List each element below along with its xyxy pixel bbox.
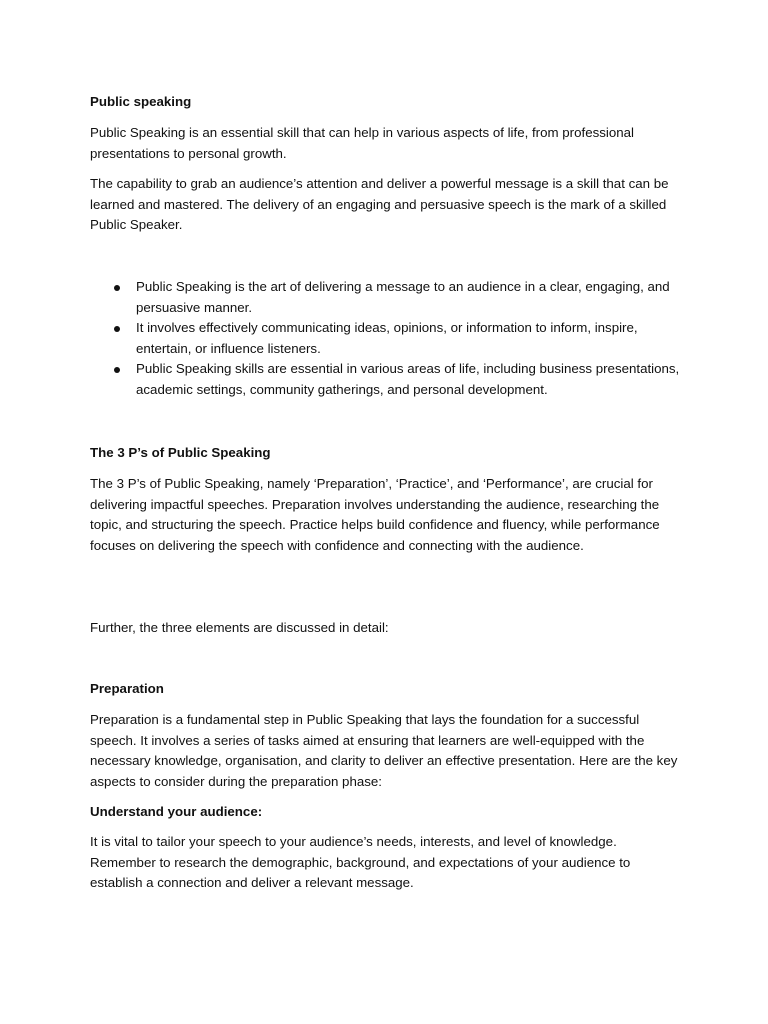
bullet-icon <box>114 285 120 291</box>
bullet-text: Public Speaking skills are essential in various areas of life, including business presentations, academic settings, community gatherings, and personal development. <box>136 361 680 397</box>
bullet-text: Public Speaking is the art of delivering a message to an audience in a clear, engaging, and persuasive manner. <box>136 279 670 315</box>
preparation-paragraph: Preparation is a fundamental step in Public Speaking that lays the foundation for a successful speech. It involves a series of tasks aimed at ensuring that learners are well-equipped with the necessary knowledge, organisation, and clarity to deliver an effective presentation. Here are the key aspects to consider during the preparation phase: <box>90 712 678 789</box>
bullet-text: It involves effectively communicating ideas, opinions, or information to inform, inspire, entertain, or influence listeners. <box>136 320 638 356</box>
bullet-item <box>90 277 680 318</box>
intro-paragraph-1: Public Speaking is an essential skill that can help in various aspects of life, from professional presentations to personal growth. <box>90 125 634 161</box>
bullet-list <box>90 277 680 401</box>
bullet-icon <box>114 326 120 332</box>
further-paragraph: Further, the three elements are discussed in detail: <box>90 620 389 635</box>
bullet-item <box>90 359 680 400</box>
bullet-item <box>90 318 680 359</box>
heading-understand-audience: Understand your audience: <box>90 804 263 819</box>
intro-paragraph-2: The capability to grab an audience’s attention and deliver a powerful message is a skill that can be learned and mastered. The delivery of an engaging and persuasive speech is the mark of a skilled Public Speaker. <box>90 176 669 233</box>
heading-public-speaking: Public speaking <box>90 94 192 109</box>
bullet-icon <box>114 367 120 373</box>
heading-three-ps: The 3 P’s of Public Speaking <box>90 445 271 460</box>
understand-audience-paragraph: It is vital to tailor your speech to your audience’s needs, interests, and level of knowledge. Remember to research the demographic, background, and expectations of your audience to establish a connection and deliver a relevant message. <box>90 834 631 891</box>
heading-preparation: Preparation <box>90 681 164 696</box>
three-ps-paragraph: The 3 P’s of Public Speaking, namely ‘Preparation’, ‘Practice’, and ‘Performance’, are crucial for delivering impactful speeches. Preparation involves understanding the audience, researching the topic, and structuring the speech. Practice helps build confidence and fluency, while performance focuses on delivering the speech with confidence and connecting with the audience. <box>90 476 660 553</box>
